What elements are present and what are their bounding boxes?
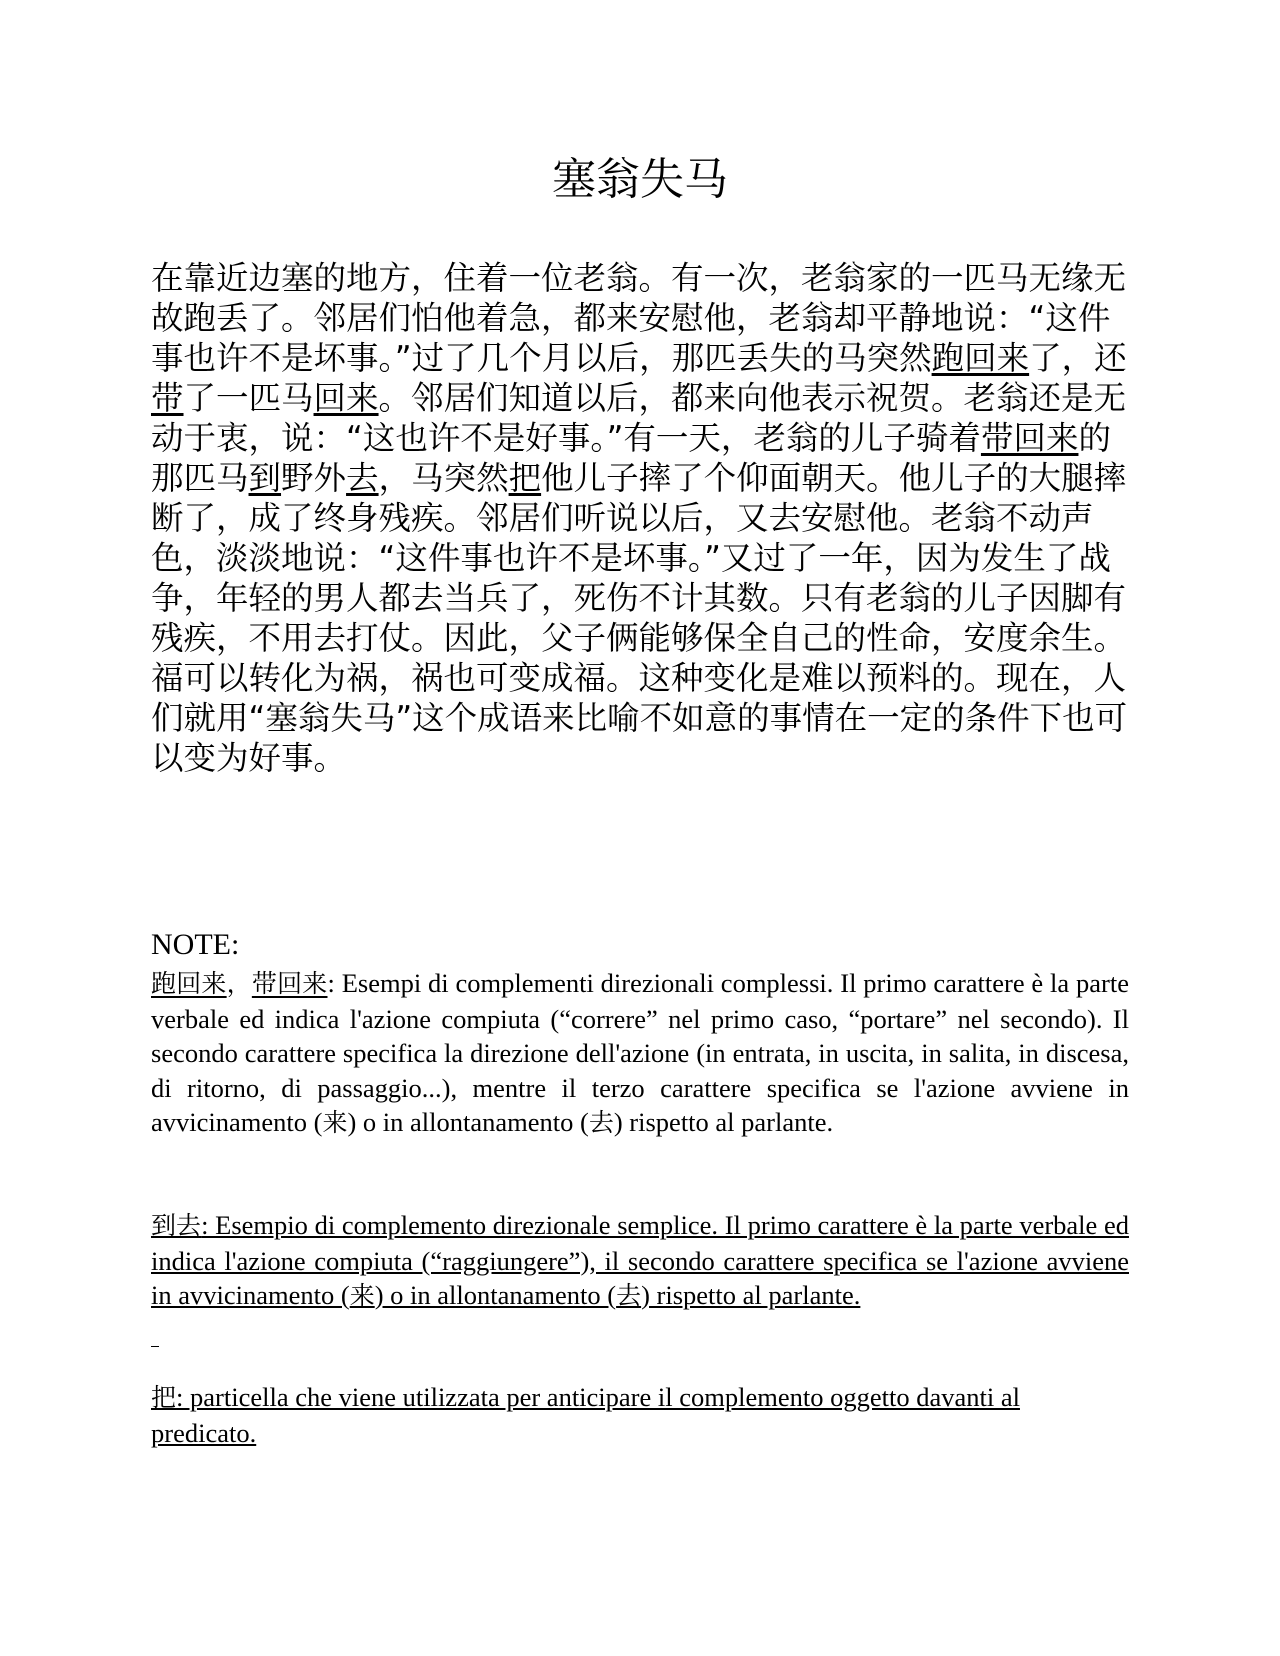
- page-title: 塞翁失马: [552, 154, 728, 205]
- note-separator: ，: [226, 969, 252, 998]
- story-text-run: 野外: [281, 459, 347, 497]
- note-text: ) rispetto al parlante.: [641, 1280, 861, 1310]
- note-term: 把: [151, 1383, 177, 1412]
- note-text: ) o in allontanamento (: [374, 1280, 617, 1310]
- note-text: : Esempio di complemento direzionale semplice. Il primo carattere è la parte verbale ed indica l'azione compiuta (“raggiungere”), il secondo carattere specifica se l'azione avviene in avvicinamento (: [151, 1210, 1129, 1310]
- note-text: ) o in allontanamento (: [347, 1107, 589, 1137]
- story-text-run: 。邻居们知道以后，都来向他表示祝贺。老翁还是无动于衷，说：“这也许不是好事。”有一天，老翁的儿子骑着: [151, 379, 1127, 457]
- story-text-run: 了，还: [1029, 339, 1127, 377]
- story-paragraph-1: [151, 258, 1129, 658]
- story-text-run: 了一匹马: [183, 379, 314, 417]
- note-heading: NOTE:: [151, 928, 240, 961]
- underlined-term: 带回来: [980, 419, 1079, 457]
- note-char: 来: [322, 1108, 348, 1137]
- story-text-run: ，马突然: [378, 459, 509, 497]
- story-paragraph-2: 福可以转化为祸，祸也可变成福。这种变化是难以预料的。现在，人们就用“塞翁失马”这个成语来比喻不如意的事情在一定的条件下也可以变为好事。: [151, 659, 1128, 777]
- note-term: 带回来: [251, 969, 328, 998]
- note-text: ) rispetto al parlante.: [613, 1107, 834, 1137]
- note-ba-particle: [151, 1380, 1129, 1450]
- note-complex-directional: [151, 966, 1129, 1141]
- note-char: 去: [616, 1281, 642, 1310]
- underlined-term: 跑回来: [931, 339, 1030, 377]
- note-term: 跑回来: [151, 969, 227, 998]
- note-simple-directional: [151, 1208, 1129, 1314]
- underlined-term: 到: [248, 459, 282, 497]
- note-text: : Esempi di complementi direzionali complessi. Il primo carattere è la parte verbale ed indica l'azione compiuta (“correre” nel primo caso, “portare” nel secondo). Il secondo carattere specifica la direzione dell'azione (in entrata, in uscita, in salita, in discesa, di ritorno, di passaggio...), mentre il terzo carattere specifica se l'azione avviene in avvicinamento (: [151, 968, 1129, 1137]
- story-text: [151, 258, 1129, 778]
- underlined-term: 去: [346, 459, 379, 497]
- story-text-run: 他儿子摔了个仰面朝天。他儿子的大腿摔断了，成了终身残疾。邻居们听说以后，又去安慰他。老翁不动声色，淡淡地说：“这件事也许不是坏事。”又过了一年，因为发生了战争，年轻的男人都去当兵了，死伤不计其数。只有老翁的儿子因脚有残疾，不用去打仗。因此，父子俩能够保全自己的性命，安度余生。: [151, 459, 1127, 657]
- story-text-run: 在靠近边塞的地方，住着一位老翁。有一次，老翁家的一匹马无缘无故跑丢了。邻居们怕他着急，都来安慰他，老翁却平静地说：“这件事也许不是坏事。”过了几个月以后，那匹丢失的马突然: [151, 259, 1127, 377]
- underlined-term: 回来: [313, 379, 379, 417]
- underlined-term: 把: [508, 459, 542, 497]
- empty-line-mark: [151, 1346, 159, 1347]
- note-text: : particella che viene utilizzata per anticipare il complemento oggetto davanti al predicato.: [151, 1382, 1020, 1448]
- underlined-term: 带: [151, 379, 184, 417]
- note-char: 去: [588, 1108, 614, 1137]
- note-term: 到去: [151, 1211, 202, 1240]
- story-text-run: 的那匹马: [151, 419, 1111, 497]
- note-char: 来: [349, 1281, 375, 1310]
